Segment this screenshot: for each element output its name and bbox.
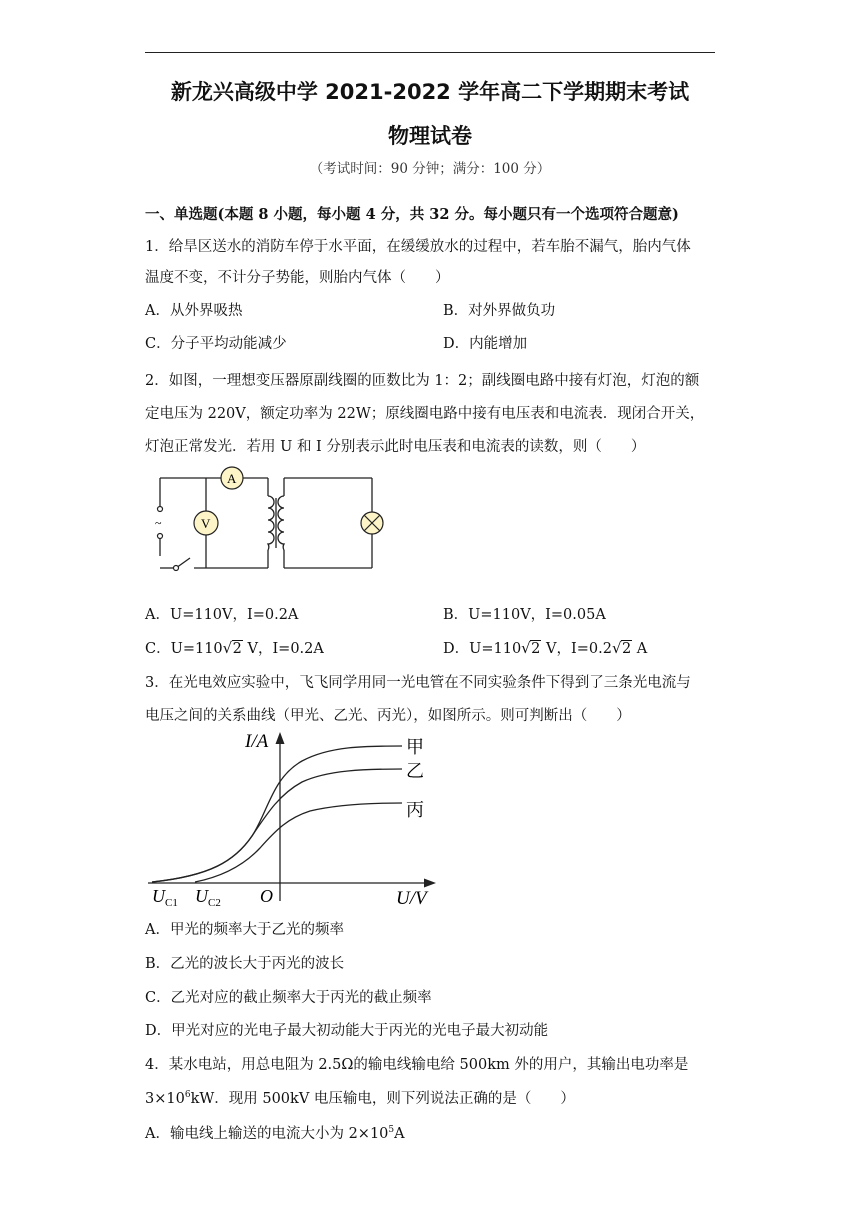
curve-jia-label: 甲 — [406, 737, 424, 757]
q1-option-c: C．分子平均动能减少 — [145, 336, 287, 352]
q4-stem-line1: 4．某水电站，用总电阻为 2.5Ω的输电线输电给 500km 外的用户，其输出电功率是 — [145, 1057, 689, 1073]
ac-terminal-top-icon — [158, 507, 163, 512]
q2-option-b: B．U=110V，I=0.05A — [443, 607, 606, 623]
curve-jia — [152, 746, 402, 882]
x-axis-arrow-icon — [424, 879, 436, 888]
section-heading: 一、单选题(本题 8 小题，每小题 4 分，共 32 分。每小题只有一个选项符合题意) — [145, 206, 679, 223]
q3-stem-line1: 3．在光电效应实验中，飞飞同学用同一光电管在不同实验条件下得到了三条光电流与 — [145, 675, 691, 691]
ac-source-label: ~ — [155, 516, 162, 530]
transformer-circuit-figure — [148, 466, 388, 576]
origin-label: O — [260, 886, 273, 906]
exam-title: 新龙兴高级中学 2021-2022 学年高二下学期期末考试 — [170, 80, 690, 104]
uc1-label: $U_{C1}$ — [152, 886, 178, 909]
q2-option-a: A．U=110V，I=0.2A — [145, 607, 299, 623]
y-axis-arrow-icon — [276, 732, 285, 744]
curve-yi-label: 乙 — [406, 761, 424, 781]
curve-bing-label: 丙 — [406, 800, 424, 820]
ac-terminal-bottom-icon — [158, 534, 163, 539]
q3-option-d: D．甲光对应的光电子最大初动能大于丙光的光电子最大初动能 — [145, 1023, 549, 1039]
switch-terminal-icon — [174, 566, 179, 571]
curve-bing — [195, 803, 402, 882]
q3-option-c: C．乙光对应的截止频率大于丙光的截止频率 — [145, 990, 432, 1006]
q2-option-d: D．U=110√ 2 V，I=0.2√ 2 A — [443, 637, 647, 658]
q1-option-d: D．内能增加 — [443, 336, 528, 352]
q2-option-c: C．U=110√ 2 V，I=0.2A — [145, 637, 324, 658]
exam-subject: 物理试卷 — [388, 124, 472, 148]
q2-stem-line3: 灯泡正常发光．若用 U 和 I 分别表示此时电压表和电流表的读数，则（ ） — [145, 439, 646, 455]
photoelectric-iv-figure — [140, 726, 440, 911]
q2-stem-line2: 定电压为 220V，额定功率为 22W；原线圈电路中接有电压表和电流表．现闭合开关， — [145, 406, 705, 422]
q3-option-b: B．乙光的波长大于丙光的波长 — [145, 956, 345, 972]
q2-stem-line1: 2．如图，一理想变压器原副线圈的匝数比为 1：2；副线圈电路中接有灯泡，灯泡的额 — [145, 373, 700, 389]
q1-option-b: B．对外界做负功 — [443, 303, 556, 319]
uc2-label: $U_{C2}$ — [195, 886, 221, 909]
q3-option-a: A．甲光的频率大于乙光的频率 — [145, 922, 344, 938]
q1-stem-line1: 1．给旱区送水的消防车停于水平面，在缓缓放水的过程中，若车胎不漏气，胎内气体 — [145, 239, 691, 255]
exam-info: （考试时间：90 分钟；满分：100 分） — [309, 161, 551, 177]
q1-option-a: A．从外界吸热 — [145, 303, 243, 319]
x-axis-label: U/V — [396, 888, 427, 909]
top-rule — [145, 52, 715, 53]
y-axis-label: I/A — [245, 731, 269, 752]
q4-stem-line2: $3\times 10^6kW$．现用 500kV 电压输电，则下列说法正确的是（ ） — [145, 1090, 575, 1107]
q3-stem-line2: 电压之间的关系曲线（甲光、乙光、丙光），如图所示。则可判断出（ ） — [145, 708, 631, 724]
lamp-icon — [361, 512, 383, 534]
q4-option-a: A．输电线上输送的电流大小为 $2\times 10^5A$ — [145, 1125, 405, 1142]
ammeter-label: A — [227, 471, 237, 486]
voltmeter-label: V — [201, 516, 211, 531]
q1-stem-line2: 温度不变，不计分子势能，则胎内气体（ ） — [145, 270, 450, 286]
